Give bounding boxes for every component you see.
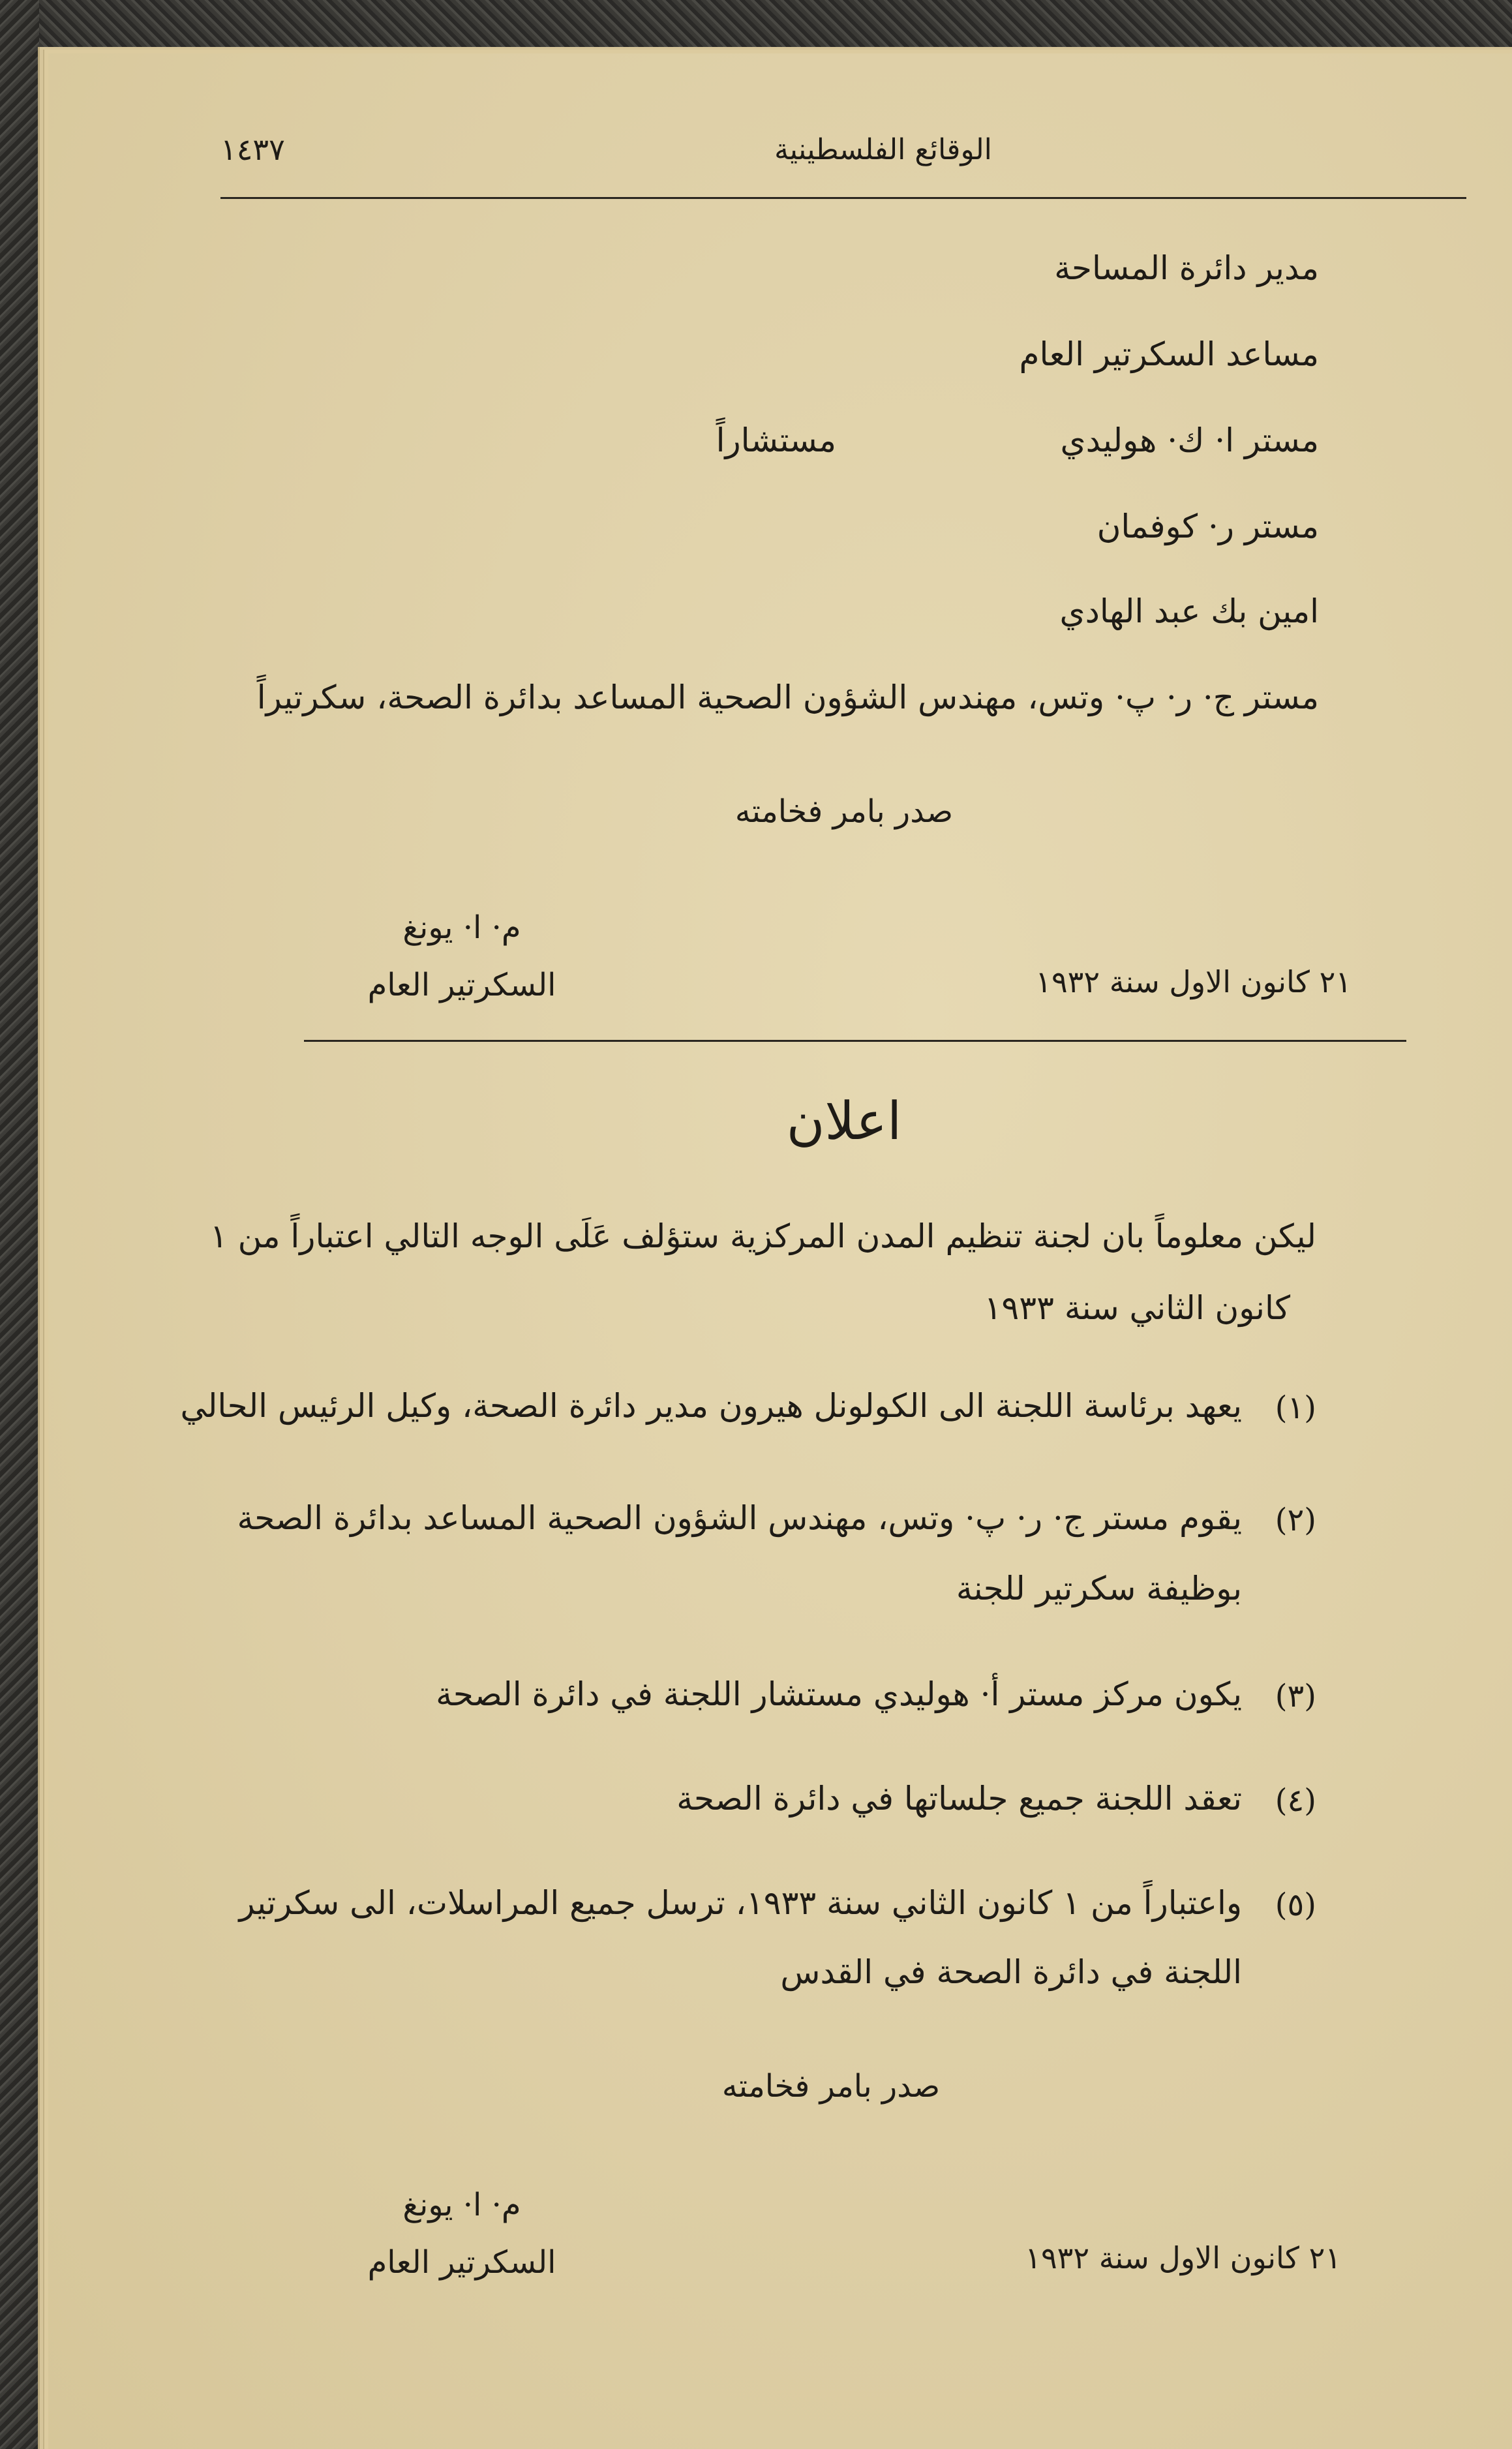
item-text: يعهد برئاسة اللجنة الى الكولونل هيرون مدير دائرة الصحة، وكيل الرئيس الحالي — [180, 1387, 1242, 1425]
member-watts-secretary: مستر ج· ر· پ· وتس، مهندس الشؤون الصحية المساعد بدائرة الصحة، سكرتيراً — [256, 678, 1319, 716]
item-text: واعتباراً من ١ كانون الثاني سنة ١٩٣٣، ترسل جميع المراسلات، الى سكرتير — [239, 1884, 1242, 1922]
gazette-page — [48, 53, 1512, 2449]
book-binding-left — [0, 0, 39, 2449]
member-kaufmann: مستر ر· كوفمان — [1096, 508, 1319, 545]
item-number: (٢) — [1275, 1502, 1316, 1538]
item-number: (٣) — [1275, 1678, 1316, 1714]
item-text-continuation: بوظيفة سكرتير للجنة — [956, 1570, 1242, 1607]
signer-name: م· ا· يونغ — [402, 909, 521, 946]
gazette-title: الوقائع الفلسطينية — [774, 133, 992, 166]
advisor-role: مستشاراً — [716, 421, 836, 459]
order-date: ٢١ كانون الاول سنة ١٩٣٢ — [1035, 964, 1352, 999]
item-text: يقوم مستر ج· ر· پ· وتس، مهندس الشؤون الصحية المساعد بدائرة الصحة — [237, 1499, 1242, 1537]
section-divider — [304, 1040, 1406, 1042]
page-number: ١٤٣٧ — [220, 132, 285, 167]
notice-intro-line1: ليكن معلوماً بان لجنة تنظيم المدن المركزية ستؤلف عَلَى الوجه التالي اعتباراً من ١ — [209, 1217, 1316, 1255]
notice-date: ٢١ كانون الاول سنة ١٩٣٢ — [1025, 2240, 1341, 2275]
notice-title: اعلان — [786, 1091, 902, 1151]
member-assistant-secretary: مساعد السكرتير العام — [1019, 335, 1319, 373]
book-binding-top — [0, 0, 1512, 52]
item-number: (٥) — [1275, 1887, 1316, 1923]
item-number: (١) — [1275, 1390, 1316, 1426]
member-holliday: مستر ا· ك· هوليدي — [1060, 421, 1319, 459]
issued-by-command: صدر بامر فخامته — [734, 793, 954, 830]
issued-by-command: صدر بامر فخامته — [721, 2068, 941, 2105]
member-amin-abdul-hadi: امين بك عبد الهادي — [1059, 592, 1319, 630]
notice-intro-line2: كانون الثاني سنة ١٩٣٣ — [984, 1289, 1290, 1327]
item-text-continuation: اللجنة في دائرة الصحة في القدس — [780, 1953, 1242, 1991]
item-text: يكون مركز مستر أ· هوليدي مستشار اللجنة في دائرة الصحة — [436, 1675, 1242, 1713]
header-rule — [220, 197, 1466, 199]
signer-title: السكرتير العام — [367, 2244, 556, 2281]
signer-name: م· ا· يونغ — [402, 2187, 521, 2223]
signer-title: السكرتير العام — [367, 967, 556, 1003]
item-number: (٤) — [1275, 1782, 1316, 1819]
item-text: تعقد اللجنة جميع جلساتها في دائرة الصحة — [676, 1780, 1242, 1818]
member-survey-director: مدير دائرة المساحة — [1054, 249, 1319, 287]
